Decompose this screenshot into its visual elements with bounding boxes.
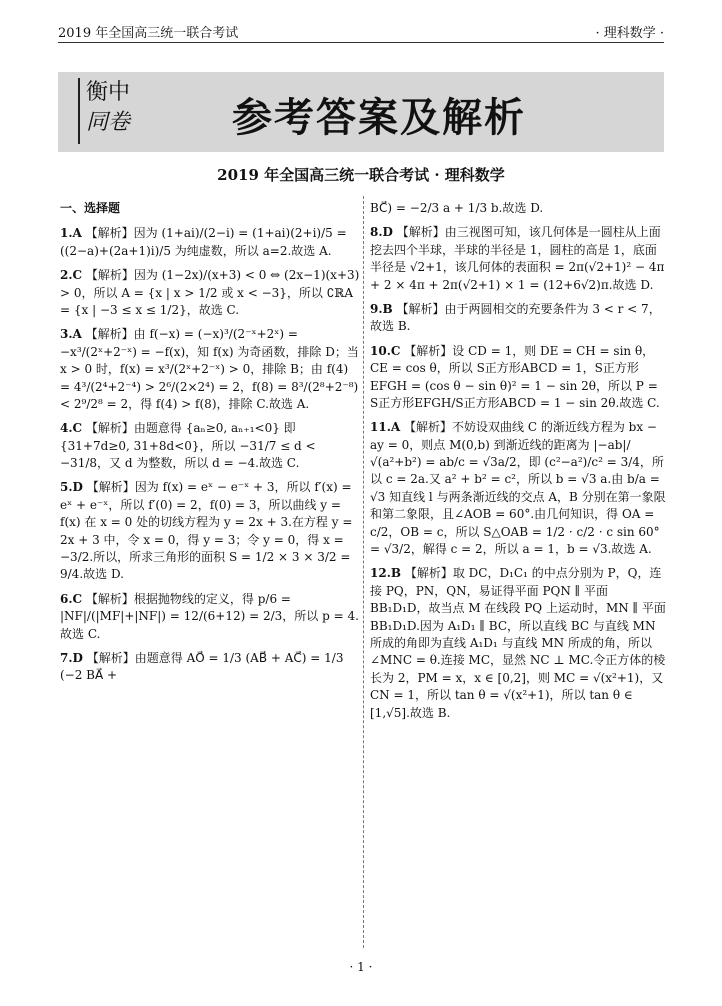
answer-item [370,419,666,558]
banner-title: 参考答案及解析 [232,95,526,141]
left-column [60,200,360,692]
answer-continuation [370,200,666,217]
answer-item [60,267,360,319]
answer-number: 8.D [370,225,393,240]
section-heading: 一、选择题 [60,201,121,215]
answer-text: 【解析】因为 (1−2x)/(x+3) < 0 ⇔ (2x−1)(x+3) > 0，所以 A = {x | x > 1/2 或 x < −3}，所以 ∁ℝA = {x | −3 ≤ x ≤ 1/2}，故选 C. [60,268,360,317]
answer-item [60,225,360,260]
answer-number: 12.B [370,566,402,581]
page-header [58,22,664,43]
answer-text: 【解析】根据抛物线的定义，得 p/6 = |NF|/(|MF|+|NF|) = 12/(6+12) = 2/3，所以 p = 4.故选 C. [60,591,359,641]
answer-text: 【解析】由于两圆相交的充要条件为 3 < r < 7，故选 B. [370,301,661,334]
answer-item [60,650,360,685]
logo [78,78,150,144]
logo-line-1: 衡中 [86,80,131,105]
header-subject: · 理科数学 · [595,26,664,41]
answer-text: 【解析】因为 f(x) = eˣ − e⁻ˣ + 3，所以 f′(x) = eˣ + e⁻ˣ，所以 f′(0) = 2，f(0) = 3，所以曲线 y = f(x) 在 x = 0 处的切线方程为 y = 2x + 3.在方程 y = 2x + 3 中，令 x = 0，得 y = 3；令 y = 0，得 x = −3/2.所以，所求三角形的面积 S = 1/2 × 3 × 3/2 = 9/4.故选 D. [60,480,353,582]
answer-text: 【解析】由三视图可知，该几何体是一圆柱从上面挖去四个半球，半球的半径是 1，圆柱的高是 1，底面半径是 √2+1，该几何体的表面积 = 2π(√2+1)² − 4π + 2 × 4π + 2π(√2+1) × 1 = (12+6√2)π.故选 D. [370,225,665,292]
answer-text: 【解析】不妨设双曲线 C 的渐近线方程为 bx − ay = 0，则点 M(0,b) 到渐近线的距离为 |−ab|/√(a²+b²) = ab/c = √3a/2，即 (c²−a²)/c² = 3/4，所以 c = 2a.又 a² + b² = c²，所以 b = √3 a.由 b/a = √3 知直线 l 与两条渐近线的交点 A，B 分别在第一象限和第二象限，且∠AOB = 60°.由几何知识，得 OA = c/2，OB = c，所以 S△OAB = 1/2 · c/2 · c sin 60° = √3/2，解得 c = 2，所以 a = 1，b = √3.故选 A. [370,420,666,557]
answer-item [370,565,666,722]
document-title: 2019 年全国高三统一联合考试 · 理科数学 [217,166,505,184]
answer-text: 【解析】由题意得 {aₙ≥0, aₙ₊₁<0} 即 {31+7d≥0, 31+8d<0}，所以 −31/7 ≤ d < −31/8，又 d 为整数，所以 d = −4.故选 C. [60,421,316,471]
page-number: · 1 · [349,960,373,974]
answer-number: 10.C [370,343,401,358]
answer-item [370,343,666,413]
answer-number: 5.D [60,480,83,495]
answer-text: 【解析】由题意得 AO⃗ = 1/3 (AB⃗ + AC⃗) = 1/3 (−2 BA⃗ + [60,650,344,683]
answer-number: 4.C [60,421,83,436]
answer-text: 【解析】由 f(−x) = (−x)³/(2⁻ˣ+2ˣ) = −x³/(2ˣ+2⁻ˣ) = −f(x)，知 f(x) 为奇函数，排除 D；当 x > 0 时，f(x) = x³/(2ˣ+2⁻ˣ) > 0，排除 B；由 f(4) = 4³/(2⁴+2⁻⁴) > 2⁶/(2×2⁴) = 2，f(8) = 8³/(2⁸+2⁻⁸) < 2⁹/2⁸ = 2，得 f(4) > f(8)，排除 C.故选 A. [60,327,359,411]
answer-item [60,479,360,583]
answer-text: 【解析】设 CD = 1，则 DE = CH = sin θ，CE = cos θ，所以 S正方形ABCD = 1，S正方形EFGH = (cos θ − sin θ)² = 1 − sin 2θ，所以 P = S正方形EFGH/S正方形ABCD = 1 − sin 2θ.故选 C. [370,343,660,410]
answer-number: 2.C [60,268,83,283]
answer-number: 11.A [370,420,401,435]
column-divider [363,196,364,948]
answer-number: 1.A [60,226,82,241]
answer-item [370,301,666,336]
answer-item [60,591,360,643]
right-column [370,200,666,729]
title-banner [58,72,664,152]
header-exam-title: 2019 年全国高三统一联合考试 [58,26,239,41]
logo-line-2: 同卷 [86,110,131,135]
answer-text: BC⃗) = −2/3 a + 1/3 b.故选 D. [370,201,544,215]
answer-number: 3.A [60,327,82,342]
answer-text: 【解析】取 DC，D₁C₁ 的中点分别为 P，Q，连接 PQ，PN，QN，易证得平面 PQN ∥ 平面 BB₁D₁D，故当点 M 在线段 PQ 上运动时，MN ∥ 平面 BB₁D₁D.因为 A₁D₁ ∥ BC，所以直线 BC 与直线 MN 所成的角即为直线 A₁D₁ 与直线 MN 所成的角，所以∠MNC = θ.连接 MC，显然 NC ⊥ MC.令正方体的棱长为 2，PM = x，x ∈ [0,2]，则 MC = √(x²+1)，又 CN = 1，所以 tan θ = √(x²+1)，所以 tan θ ∈ [1,√5].故选 B. [370,566,666,720]
answer-text: 【解析】因为 (1+ai)/(2−i) = (1+ai)(2+i)/5 = ((2−a)+(2a+1)i)/5 为纯虚数，所以 a=2.故选 A. [60,226,347,258]
answer-item [60,420,360,472]
answer-item [370,224,666,294]
answer-item [60,326,360,413]
answer-number: 7.D [60,650,83,665]
answer-number: 6.C [60,591,83,606]
answer-number: 9.B [370,301,393,316]
